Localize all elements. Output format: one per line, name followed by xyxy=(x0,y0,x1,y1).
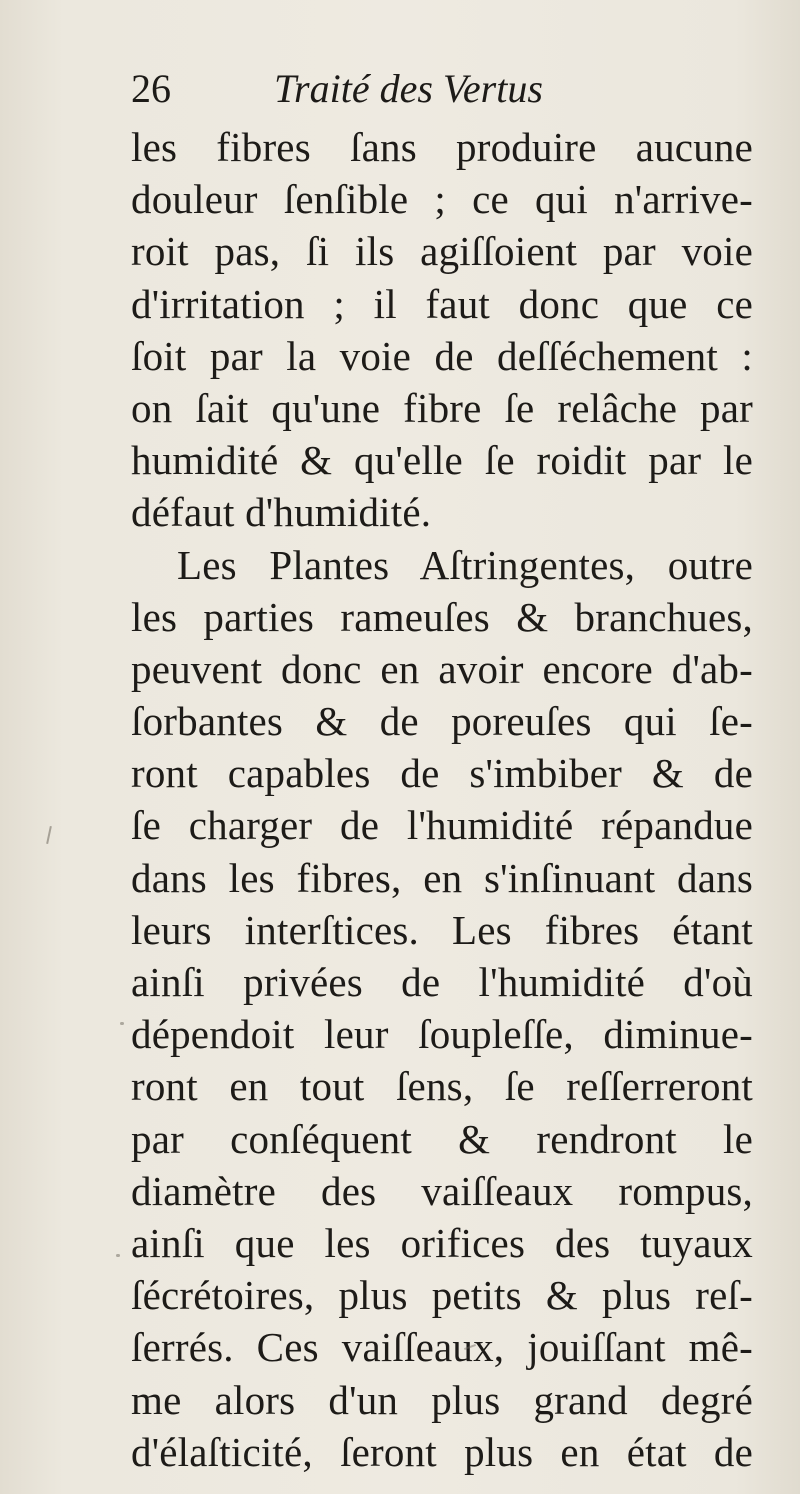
margin-mark xyxy=(116,1254,120,1257)
body-text xyxy=(131,121,753,1478)
text-line: peuvent donc en avoir encore d'ab- xyxy=(131,645,753,692)
text-line: d'irritation ; il faut donc que ce xyxy=(131,280,753,327)
text-line: dépendoit leur ſoupleſſe, diminue- xyxy=(131,1011,753,1058)
text-line: ſorbantes & de poreuſes qui ſe- xyxy=(131,698,753,745)
text-line: ainſi privées de l'humidité d'où xyxy=(131,959,753,1005)
text-line: diamètre des vaiſſeaux rompus, xyxy=(131,1167,753,1214)
text-line: on ſait qu'une fibre ſe relâche par xyxy=(131,384,753,431)
paragraph-first-line: Les Plantes Aſtringentes, outre xyxy=(177,541,753,588)
text-line: me alors d'un plus grand degré xyxy=(131,1376,753,1423)
text-line: ſoit par la voie de deſſéchement : xyxy=(131,332,753,379)
page-number: 26 xyxy=(131,66,171,111)
text-line: les parties rameuſes & branchues, xyxy=(131,593,753,640)
text-line: douleur ſenſible ; ce qui n'arrive- xyxy=(131,176,753,223)
text-line: ront capables de s'imbiber & de xyxy=(131,750,753,797)
text-line: d'élaſticité, ſeront plus en état de xyxy=(131,1428,753,1475)
text-line: ront en tout ſens, ſe reſſerreront xyxy=(131,1063,753,1110)
text-line: roit pas, ſi ils agiſſoient par voie xyxy=(131,228,753,275)
margin-mark xyxy=(46,826,52,844)
margin-mark xyxy=(120,1022,124,1025)
text-line: par conſéquent & rendront le xyxy=(131,1115,753,1162)
text-line: dans les fibres, en s'inſinuant dans xyxy=(131,854,753,901)
text-line: ſécrétoires, plus petits & plus reſ- xyxy=(131,1272,753,1319)
text-line: les fibres ſans produire aucune xyxy=(131,124,753,170)
text-line: leurs interſtices. Les fibres étant xyxy=(131,906,753,953)
running-head xyxy=(131,62,751,116)
text-line: ainſi que les orifices des tuyaux xyxy=(131,1219,753,1266)
running-title: Traité des Vertus xyxy=(274,66,543,111)
text-line: ſe charger de l'humidité répandue xyxy=(131,802,753,849)
text-line: humidité & qu'elle ſe roidit par le xyxy=(131,437,753,484)
text-line: ſerrés. Ces vaiſſeaux, jouiſſant mê- xyxy=(131,1324,753,1371)
text-line: défaut d'humidité. xyxy=(131,489,432,536)
